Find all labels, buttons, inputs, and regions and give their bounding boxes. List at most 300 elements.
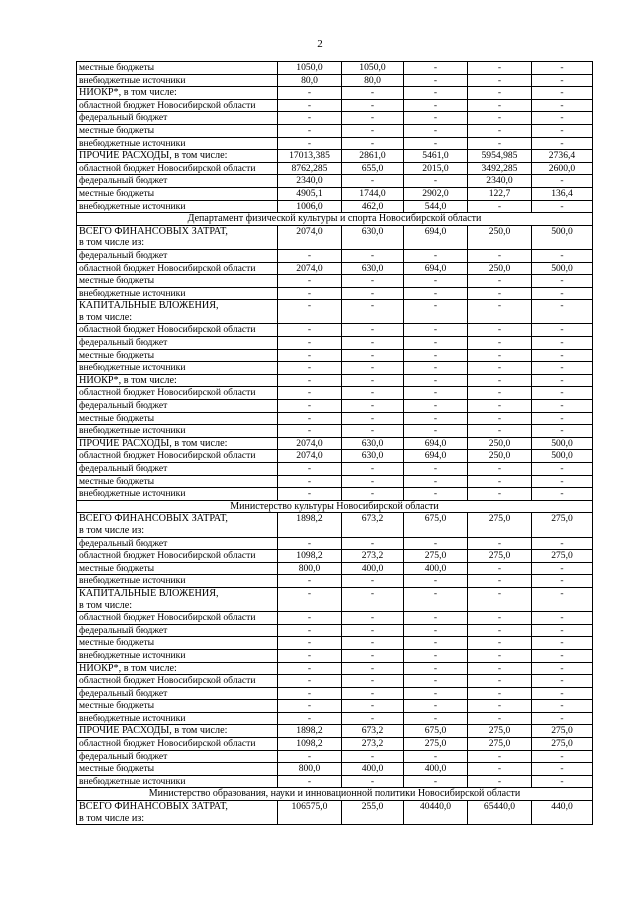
row-label: ПРОЧИЕ РАСХОДЫ, в том числе:: [77, 150, 278, 163]
value-cell: -: [278, 300, 342, 324]
value-cell: -: [404, 324, 468, 337]
row-label-main: КАПИТАЛЬНЫЕ ВЛОЖЕНИЯ,: [79, 300, 219, 312]
value-cell: 400,0: [404, 562, 468, 575]
table-row: [77, 162, 593, 175]
value-cell: 630,0: [342, 437, 404, 450]
value-cell: -: [278, 124, 342, 137]
value-cell: -: [404, 287, 468, 300]
table-row: [77, 575, 593, 588]
table-row: [77, 738, 593, 751]
table-row: [77, 475, 593, 488]
value-cell: -: [342, 775, 404, 788]
value-cell: 275,0: [468, 738, 532, 751]
value-cell: 673,2: [342, 725, 404, 738]
value-cell: -: [404, 112, 468, 125]
row-label: внебюджетные источники: [77, 575, 278, 588]
value-cell: -: [404, 124, 468, 137]
value-cell: -: [342, 349, 404, 362]
row-label-sub: в том числе:: [79, 311, 133, 323]
row-label: местные бюджеты: [77, 349, 278, 362]
value-cell: 40440,0: [404, 801, 468, 825]
value-cell: -: [532, 362, 593, 375]
value-cell: -: [342, 137, 404, 150]
value-cell: -: [468, 700, 532, 713]
value-cell: 500,0: [532, 437, 593, 450]
value-cell: -: [468, 562, 532, 575]
value-cell: 4905,1: [278, 187, 342, 200]
value-cell: -: [532, 249, 593, 262]
table-row: [77, 687, 593, 700]
value-cell: -: [342, 374, 404, 387]
value-cell: 250,0: [468, 450, 532, 463]
value-cell: -: [278, 349, 342, 362]
value-cell: -: [468, 300, 532, 324]
value-cell: -: [532, 750, 593, 763]
value-cell: -: [342, 675, 404, 688]
value-cell: 2736,4: [532, 150, 593, 163]
value-cell: -: [468, 425, 532, 438]
value-cell: -: [404, 87, 468, 100]
table-row: [77, 450, 593, 463]
value-cell: -: [532, 575, 593, 588]
value-cell: -: [532, 687, 593, 700]
value-cell: -: [404, 775, 468, 788]
table-row: [77, 362, 593, 375]
table-row: [77, 387, 593, 400]
row-label-sub: в том числе из:: [79, 812, 145, 824]
table-row: [77, 612, 593, 625]
value-cell: -: [404, 700, 468, 713]
value-cell: -: [278, 287, 342, 300]
table-row: [77, 262, 593, 275]
value-cell: -: [468, 324, 532, 337]
value-cell: 2600,0: [532, 162, 593, 175]
value-cell: -: [468, 675, 532, 688]
value-cell: -: [342, 662, 404, 675]
row-label: местные бюджеты: [77, 475, 278, 488]
value-cell: -: [278, 675, 342, 688]
value-cell: -: [342, 425, 404, 438]
row-label-main: КАПИТАЛЬНЫЕ ВЛОЖЕНИЯ,: [79, 587, 219, 599]
value-cell: -: [532, 675, 593, 688]
value-cell: 2340,0: [278, 175, 342, 188]
row-label: федеральный бюджет: [77, 249, 278, 262]
value-cell: -: [278, 425, 342, 438]
value-cell: 1098,2: [278, 550, 342, 563]
row-label: федеральный бюджет: [77, 337, 278, 350]
value-cell: -: [278, 412, 342, 425]
row-label: федеральный бюджет: [77, 112, 278, 125]
value-cell: -: [404, 662, 468, 675]
table-row: [77, 412, 593, 425]
page-number: 2: [317, 38, 323, 50]
table-row: [77, 62, 593, 75]
row-label-main: ВСЕГО ФИНАНСОВЫХ ЗАТРАТ,: [79, 801, 228, 813]
value-cell: -: [468, 287, 532, 300]
value-cell: 275,0: [532, 550, 593, 563]
row-label: внебюджетные источники: [77, 287, 278, 300]
value-cell: 800,0: [278, 763, 342, 776]
value-cell: -: [532, 337, 593, 350]
value-cell: 1898,2: [278, 725, 342, 738]
value-cell: -: [404, 374, 468, 387]
table-row: [77, 763, 593, 776]
value-cell: -: [532, 700, 593, 713]
value-cell: -: [342, 687, 404, 700]
value-cell: -: [342, 575, 404, 588]
table-row: [77, 324, 593, 337]
value-cell: -: [278, 662, 342, 675]
value-cell: 694,0: [404, 450, 468, 463]
value-cell: -: [532, 287, 593, 300]
value-cell: -: [532, 712, 593, 725]
value-cell: -: [278, 537, 342, 550]
value-cell: 2074,0: [278, 225, 342, 249]
value-cell: 2074,0: [278, 437, 342, 450]
value-cell: 250,0: [468, 437, 532, 450]
table-row: [77, 488, 593, 501]
value-cell: -: [342, 750, 404, 763]
value-cell: -: [404, 750, 468, 763]
value-cell: -: [532, 624, 593, 637]
value-cell: 630,0: [342, 225, 404, 249]
section-header-row: [77, 788, 593, 801]
row-label-main: ВСЕГО ФИНАНСОВЫХ ЗАТРАТ,: [79, 225, 228, 237]
row-label: областной бюджет Новосибирской области: [77, 550, 278, 563]
value-cell: -: [342, 637, 404, 650]
table-row: [77, 87, 593, 100]
row-label: внебюджетные источники: [77, 712, 278, 725]
row-label: областной бюджет Новосибирской области: [77, 324, 278, 337]
value-cell: -: [278, 649, 342, 662]
value-cell: -: [532, 112, 593, 125]
row-label: внебюджетные источники: [77, 137, 278, 150]
value-cell: -: [468, 124, 532, 137]
table-row: [77, 437, 593, 450]
value-cell: 630,0: [342, 450, 404, 463]
table-row: [77, 287, 593, 300]
value-cell: 275,0: [532, 725, 593, 738]
value-cell: -: [278, 324, 342, 337]
value-cell: -: [468, 349, 532, 362]
value-cell: 5461,0: [404, 150, 468, 163]
value-cell: 255,0: [342, 801, 404, 825]
value-cell: -: [532, 349, 593, 362]
value-cell: 630,0: [342, 262, 404, 275]
table-row: [77, 700, 593, 713]
value-cell: 675,0: [404, 513, 468, 537]
table-row: [77, 150, 593, 163]
value-cell: -: [342, 99, 404, 112]
value-cell: 2074,0: [278, 450, 342, 463]
value-cell: 1050,0: [278, 62, 342, 75]
value-cell: -: [342, 87, 404, 100]
value-cell: -: [404, 249, 468, 262]
row-label: федеральный бюджет: [77, 750, 278, 763]
value-cell: -: [342, 249, 404, 262]
value-cell: -: [278, 337, 342, 350]
table-row: [77, 175, 593, 188]
value-cell: -: [404, 400, 468, 413]
table-row: [77, 537, 593, 550]
value-cell: -: [342, 287, 404, 300]
value-cell: 2861,0: [342, 150, 404, 163]
value-cell: -: [468, 87, 532, 100]
value-cell: -: [278, 112, 342, 125]
row-label: внебюджетные источники: [77, 74, 278, 87]
value-cell: -: [278, 775, 342, 788]
value-cell: -: [468, 400, 532, 413]
table-row: [77, 200, 593, 213]
value-cell: 655,0: [342, 162, 404, 175]
section-title: Министерство культуры Новосибирской области: [77, 500, 593, 513]
table-row: [77, 249, 593, 262]
row-label: внебюджетные источники: [77, 488, 278, 501]
value-cell: 400,0: [342, 763, 404, 776]
section-header-row: [77, 213, 593, 226]
section-title: Министерство образования, науки и инновационной политики Новосибирской области: [77, 788, 593, 801]
value-cell: -: [404, 175, 468, 188]
table-row: [77, 137, 593, 150]
row-label: областной бюджет Новосибирской области: [77, 675, 278, 688]
row-label: федеральный бюджет: [77, 687, 278, 700]
value-cell: -: [532, 662, 593, 675]
row-label: местные бюджеты: [77, 275, 278, 288]
value-cell: -: [278, 637, 342, 650]
value-cell: 694,0: [404, 225, 468, 249]
value-cell: -: [342, 475, 404, 488]
value-cell: -: [468, 637, 532, 650]
value-cell: 250,0: [468, 262, 532, 275]
value-cell: 1744,0: [342, 187, 404, 200]
value-cell: -: [404, 425, 468, 438]
value-cell: -: [468, 575, 532, 588]
value-cell: 2015,0: [404, 162, 468, 175]
value-cell: 500,0: [532, 450, 593, 463]
row-label: [77, 587, 278, 611]
value-cell: 80,0: [278, 74, 342, 87]
table-row: [77, 337, 593, 350]
value-cell: -: [468, 649, 532, 662]
value-cell: 17013,385: [278, 150, 342, 163]
value-cell: -: [468, 624, 532, 637]
value-cell: -: [468, 712, 532, 725]
value-cell: -: [342, 537, 404, 550]
row-label: федеральный бюджет: [77, 463, 278, 476]
value-cell: -: [532, 74, 593, 87]
value-cell: -: [342, 412, 404, 425]
value-cell: -: [532, 425, 593, 438]
value-cell: -: [468, 763, 532, 776]
table-row: [77, 587, 593, 611]
value-cell: -: [342, 275, 404, 288]
value-cell: -: [404, 99, 468, 112]
value-cell: -: [278, 99, 342, 112]
value-cell: -: [278, 587, 342, 611]
row-label: внебюджетные источники: [77, 649, 278, 662]
value-cell: -: [278, 488, 342, 501]
value-cell: 2902,0: [404, 187, 468, 200]
table-row: [77, 349, 593, 362]
value-cell: -: [342, 400, 404, 413]
value-cell: 400,0: [404, 763, 468, 776]
table-row: [77, 112, 593, 125]
value-cell: -: [404, 587, 468, 611]
value-cell: -: [404, 337, 468, 350]
row-label: областной бюджет Новосибирской области: [77, 738, 278, 751]
row-label: местные бюджеты: [77, 700, 278, 713]
budget-table: [76, 61, 593, 825]
value-cell: -: [532, 763, 593, 776]
value-cell: -: [468, 387, 532, 400]
row-label-main: ВСЕГО ФИНАНСОВЫХ ЗАТРАТ,: [79, 513, 228, 525]
row-label: внебюджетные источники: [77, 425, 278, 438]
row-label: внебюджетные источники: [77, 200, 278, 213]
value-cell: -: [532, 562, 593, 575]
table-row: [77, 712, 593, 725]
value-cell: -: [468, 537, 532, 550]
table-row: [77, 513, 593, 537]
table-row: [77, 99, 593, 112]
value-cell: -: [532, 475, 593, 488]
row-label: местные бюджеты: [77, 562, 278, 575]
row-label: областной бюджет Новосибирской области: [77, 162, 278, 175]
value-cell: -: [468, 475, 532, 488]
value-cell: 440,0: [532, 801, 593, 825]
row-label: [77, 513, 278, 537]
value-cell: -: [468, 362, 532, 375]
row-label-sub: в том числе:: [79, 599, 133, 611]
value-cell: -: [278, 249, 342, 262]
value-cell: -: [468, 775, 532, 788]
table-row: [77, 775, 593, 788]
row-label: ПРОЧИЕ РАСХОДЫ, в том числе:: [77, 725, 278, 738]
value-cell: -: [532, 463, 593, 476]
row-label: [77, 300, 278, 324]
value-cell: 106575,0: [278, 801, 342, 825]
value-cell: -: [342, 624, 404, 637]
value-cell: 2340,0: [468, 175, 532, 188]
table-row: [77, 74, 593, 87]
value-cell: -: [278, 624, 342, 637]
value-cell: -: [342, 324, 404, 337]
value-cell: 1050,0: [342, 62, 404, 75]
value-cell: -: [532, 87, 593, 100]
table-row: [77, 374, 593, 387]
value-cell: -: [342, 463, 404, 476]
section-header-row: [77, 500, 593, 513]
value-cell: 1098,2: [278, 738, 342, 751]
row-label: местные бюджеты: [77, 637, 278, 650]
value-cell: -: [404, 675, 468, 688]
value-cell: -: [532, 300, 593, 324]
value-cell: 275,0: [468, 725, 532, 738]
row-label: местные бюджеты: [77, 187, 278, 200]
value-cell: 800,0: [278, 562, 342, 575]
value-cell: -: [278, 362, 342, 375]
row-label: внебюджетные источники: [77, 775, 278, 788]
value-cell: -: [468, 374, 532, 387]
value-cell: -: [532, 400, 593, 413]
row-label: областной бюджет Новосибирской области: [77, 612, 278, 625]
value-cell: -: [278, 137, 342, 150]
value-cell: -: [468, 99, 532, 112]
table-row: [77, 675, 593, 688]
value-cell: -: [404, 624, 468, 637]
value-cell: -: [342, 337, 404, 350]
value-cell: -: [532, 200, 593, 213]
value-cell: -: [404, 387, 468, 400]
value-cell: -: [278, 475, 342, 488]
table-row: [77, 624, 593, 637]
table-row: [77, 550, 593, 563]
row-label: ПРОЧИЕ РАСХОДЫ, в том числе:: [77, 437, 278, 450]
value-cell: 275,0: [468, 513, 532, 537]
value-cell: -: [404, 275, 468, 288]
value-cell: 694,0: [404, 437, 468, 450]
value-cell: 5954,985: [468, 150, 532, 163]
value-cell: -: [342, 649, 404, 662]
value-cell: 136,4: [532, 187, 593, 200]
value-cell: -: [342, 712, 404, 725]
value-cell: -: [404, 412, 468, 425]
value-cell: -: [468, 74, 532, 87]
value-cell: -: [342, 362, 404, 375]
value-cell: -: [468, 488, 532, 501]
value-cell: -: [278, 612, 342, 625]
table-row: [77, 400, 593, 413]
value-cell: -: [278, 700, 342, 713]
value-cell: 273,2: [342, 550, 404, 563]
row-label-sub: в том числе из:: [79, 524, 145, 536]
value-cell: -: [404, 74, 468, 87]
value-cell: -: [532, 649, 593, 662]
row-label: федеральный бюджет: [77, 537, 278, 550]
value-cell: -: [404, 137, 468, 150]
value-cell: -: [532, 137, 593, 150]
table-row: [77, 801, 593, 825]
table-row: [77, 187, 593, 200]
value-cell: 3492,285: [468, 162, 532, 175]
value-cell: -: [468, 463, 532, 476]
row-label: федеральный бюджет: [77, 624, 278, 637]
value-cell: -: [468, 275, 532, 288]
row-label: НИОКР*, в том числе:: [77, 374, 278, 387]
value-cell: -: [404, 362, 468, 375]
row-label: [77, 801, 278, 825]
table-row: [77, 649, 593, 662]
value-cell: -: [278, 374, 342, 387]
value-cell: -: [404, 349, 468, 362]
value-cell: 275,0: [532, 513, 593, 537]
value-cell: -: [532, 412, 593, 425]
value-cell: -: [532, 587, 593, 611]
value-cell: -: [468, 412, 532, 425]
value-cell: -: [404, 537, 468, 550]
value-cell: 673,2: [342, 513, 404, 537]
value-cell: -: [532, 612, 593, 625]
value-cell: 275,0: [404, 738, 468, 751]
row-label: федеральный бюджет: [77, 400, 278, 413]
value-cell: 2074,0: [278, 262, 342, 275]
row-label: федеральный бюджет: [77, 175, 278, 188]
value-cell: 273,2: [342, 738, 404, 751]
value-cell: 275,0: [532, 738, 593, 751]
table-row: [77, 562, 593, 575]
value-cell: -: [278, 463, 342, 476]
value-cell: -: [404, 612, 468, 625]
value-cell: 500,0: [532, 225, 593, 249]
